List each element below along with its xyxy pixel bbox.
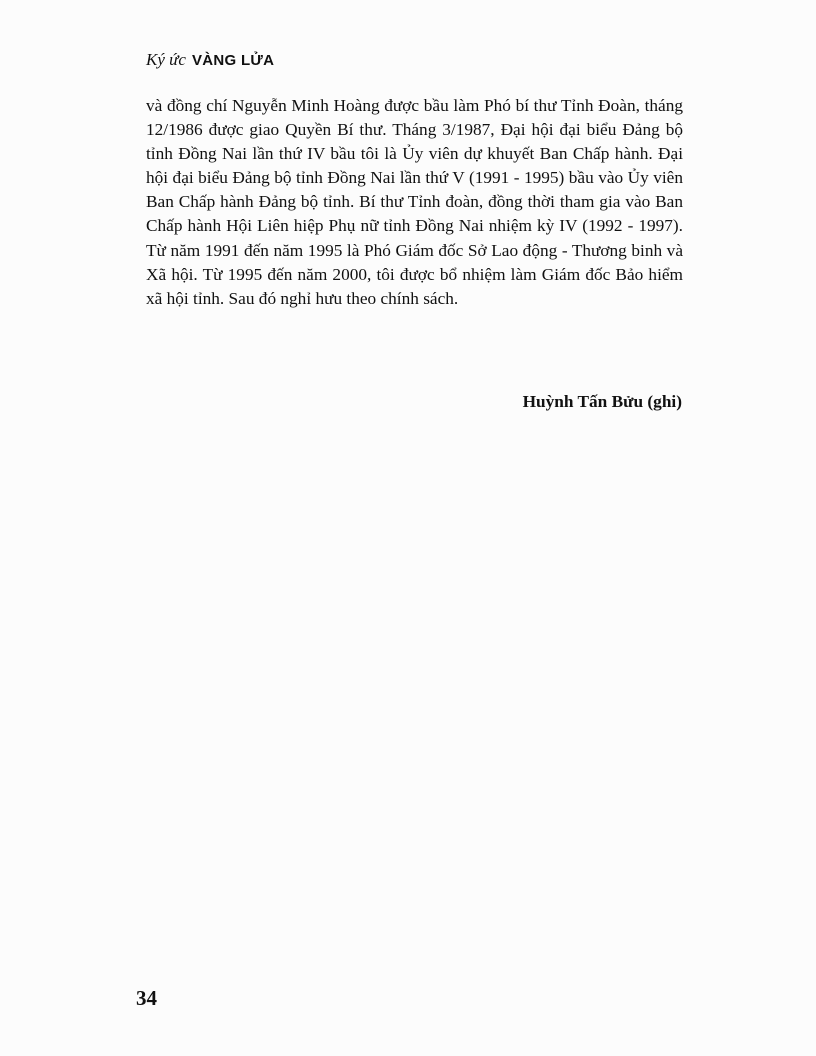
page-number: 34 xyxy=(136,986,157,1010)
running-header xyxy=(146,50,274,72)
header-title: VÀNG LỬA xyxy=(191,52,275,69)
header-series: Ký ức xyxy=(146,50,186,69)
body-paragraph: và đồng chí Nguyễn Minh Hoàng được bầu làm Phó bí thư Tỉnh Đoàn, tháng 12/1986 được giao Quyền Bí thư. Tháng 3/1987, Đại hội đại biểu Đảng bộ tỉnh Đồng Nai lần thứ IV bầu tôi là Ủy viên dự khuyết Ban Chấp hành. Đại hội đại biểu Đảng bộ tỉnh Đồng Nai lần thứ V (1991 - 1995) bầu vào Ủy viên Ban Chấp hành Đảng bộ tỉnh. Bí thư Tỉnh đoàn, đồng thời tham gia vào Ban Chấp hành Hội Liên hiệp Phụ nữ tỉnh Đồng Nai nhiệm kỳ IV (1992 - 1997). Từ năm 1991 đến năm 1995 là Phó Giám đốc Sở Lao động - Thương binh và Xã hội. Từ 1995 đến năm 2000, tôi được bổ nhiệm làm Giám đốc Bảo hiểm xã hội tỉnh. Sau đó nghỉ hưu theo chính sách. xyxy=(146,96,683,308)
author-signature: Huỳnh Tấn Bửu (ghi) xyxy=(522,392,682,411)
